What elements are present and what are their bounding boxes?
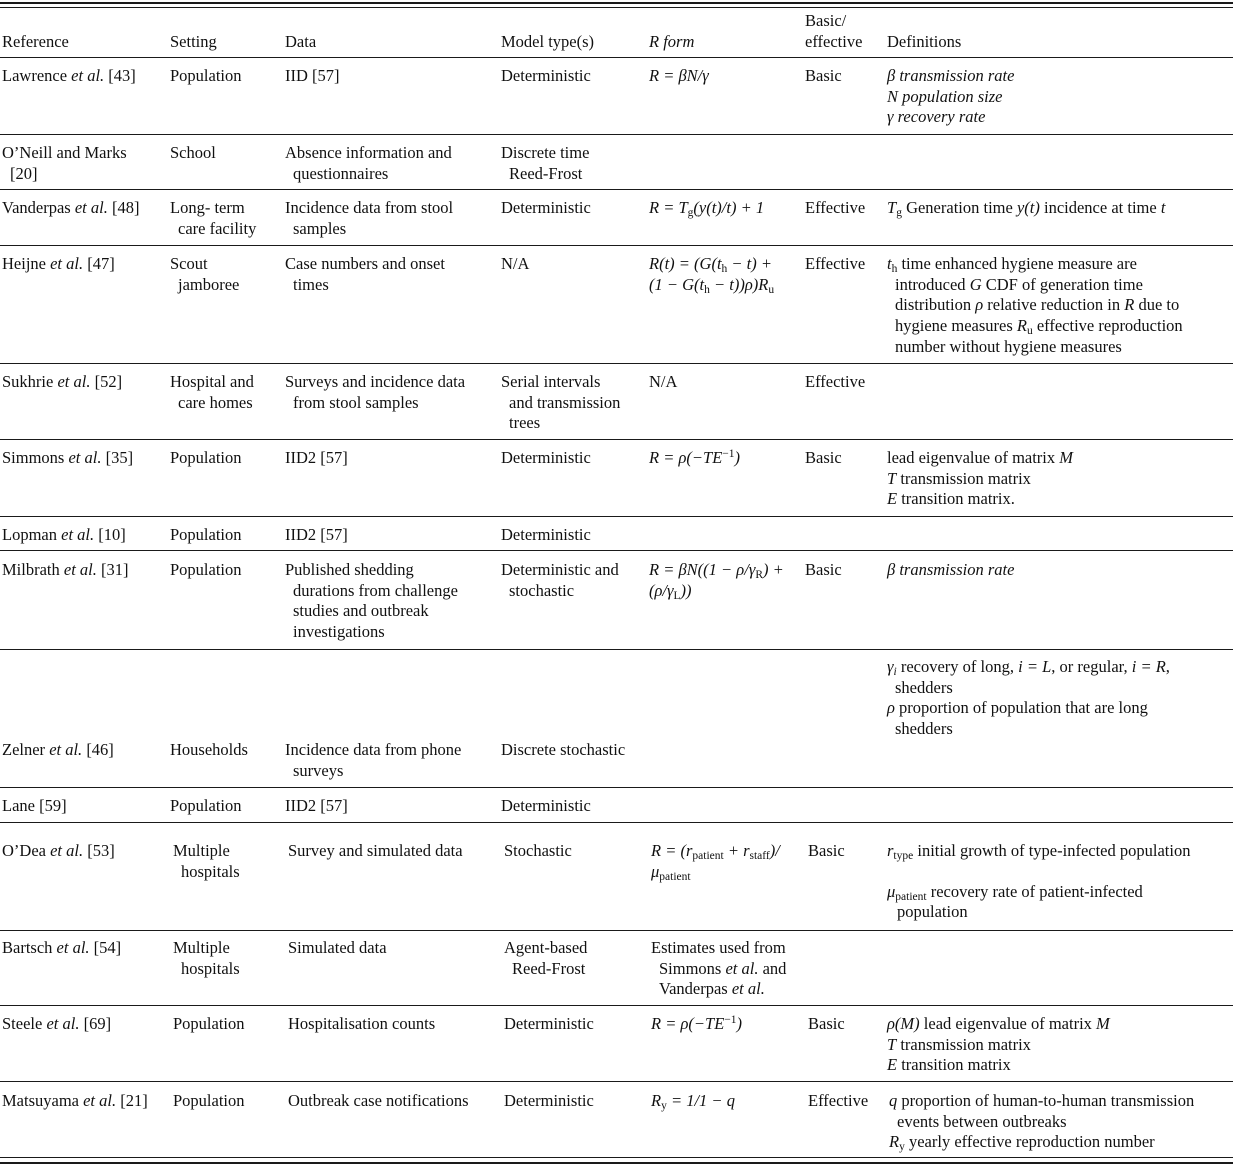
row-2-setting: Long- term care facility <box>170 198 257 238</box>
row-1-data: Absence information and questionnaires <box>285 143 452 183</box>
row-0-reference: Lawrence et al. [43] <box>2 66 136 85</box>
row-2-basic: Effective <box>805 198 866 217</box>
row-11-reference: Bartsch et al. [54] <box>2 938 122 957</box>
row-6-reference: Lopman et al. [10] <box>2 525 126 544</box>
row-11-rform: Estimates used from Simmons et al. and Vanderpas et al. <box>651 938 787 999</box>
row-5-definitions: lead eigenvalue of matrix M T transmission matrix E transition matrix. <box>887 448 1074 509</box>
row-3-reference: Heijne et al. [47] <box>2 254 115 273</box>
row-6-setting: Population <box>170 525 242 544</box>
header-r-form: R form <box>649 32 695 51</box>
row-3-basic: Effective <box>805 254 866 273</box>
row-4-rule <box>0 439 1233 440</box>
row-3-rform: $R(t) = (G(t_h - t)$ + $(1 - G(t_h - t))\rho)R_u$ <box>649 254 775 296</box>
row-10-data: Survey and simulated data <box>288 841 463 860</box>
row-2-model: Deterministic <box>501 198 591 217</box>
row-12-definitions: ρ(M) lead eigenvalue of matrix M T transmission matrix E transition matrix <box>887 1014 1110 1075</box>
row-7-basic: Basic <box>805 560 842 579</box>
row-10-rform: $R = (r_{patient} + r_{staff})/$ $\mu_{patient}$ <box>651 841 780 883</box>
row-12-setting: Population <box>173 1014 245 1033</box>
row-13-definitions: q proportion of human-to-human transmission events between outbreaks $R_y$ yearly effective reproduction number <box>889 1091 1195 1154</box>
row-2-reference: Vanderpas et al. [48] <box>2 198 140 217</box>
row-6-data: IID2 [57] <box>285 525 348 544</box>
row-8-data: Incidence data from phone surveys <box>285 740 462 780</box>
row-2-rule <box>0 245 1233 246</box>
row-13-reference: Matsuyama et al. [21] <box>2 1091 148 1110</box>
row-5-reference: Simmons et al. [35] <box>2 448 134 467</box>
row-5-data: IID2 [57] <box>285 448 348 467</box>
row-7-rule <box>0 649 1233 650</box>
row-2-data: Incidence data from stool samples <box>285 198 454 238</box>
row-13-setting: Population <box>173 1091 245 1110</box>
table-bottom-rule <box>0 1162 1233 1164</box>
row-13-data: Outbreak case notifications <box>288 1091 469 1110</box>
row-3-definitions: $t_h$ time enhanced hygiene measure are introduced G CDF of generation time distribution ρ relative reduction in R due to hygiene measures $R_u$ effective reproduction number without hygiene measures <box>887 254 1183 356</box>
table-top-rule-inner <box>0 7 1233 8</box>
row-0-basic: Basic <box>805 66 842 85</box>
row-0-definitions: β transmission rate N population size γ recovery rate <box>887 66 1015 127</box>
row-9-reference: Lane [59] <box>2 796 67 815</box>
row-7-data: Published shedding durations from challenge studies and outbreak investigations <box>285 560 458 642</box>
row-12-data: Hospitalisation counts <box>288 1014 436 1033</box>
row-13-basic: Effective <box>808 1091 869 1110</box>
row-10-rule <box>0 930 1233 931</box>
row-6-rule <box>0 550 1233 551</box>
header-definitions: Definitions <box>887 32 962 51</box>
row-4-setting: Hospital and care homes <box>170 372 254 412</box>
row-8-model: Discrete stochastic <box>501 740 626 759</box>
row-7-reference: Milbrath et al. [31] <box>2 560 129 579</box>
row-1-setting: School <box>170 143 216 162</box>
row-8-definitions: $\gamma_i$ recovery of long, i = L, or regular, i = R, shedders ρ proportion of population that are long shedders <box>887 657 1170 739</box>
table-bottom-rule-inner <box>0 1157 1233 1158</box>
row-2-definitions: $T_g$ Generation time y(t) incidence at time t <box>887 198 1166 219</box>
row-5-model: Deterministic <box>501 448 591 467</box>
row-5-rform: $R = \rho(-TE^{-1})$ <box>649 448 741 467</box>
row-3-rule <box>0 363 1233 364</box>
row-2-rform: $R = T_g(y(t)/t) + 1$ <box>649 198 765 219</box>
row-12-rform: $R = \rho(-TE^{-1})$ <box>651 1014 743 1033</box>
row-3-model: N/A <box>501 254 530 273</box>
row-5-basic: Basic <box>805 448 842 467</box>
row-10-setting: Multiple hospitals <box>173 841 240 881</box>
row-1-rule <box>0 189 1233 190</box>
row-9-data: IID2 [57] <box>285 796 348 815</box>
row-10-model: Stochastic <box>504 841 572 860</box>
row-9-rule <box>0 822 1233 823</box>
row-3-data: Case numbers and onset times <box>285 254 445 294</box>
row-10-basic: Basic <box>808 841 845 860</box>
row-1-reference: O’Neill and Marks [20] <box>2 143 127 183</box>
row-11-setting: Multiple hospitals <box>173 938 240 978</box>
row-11-data: Simulated data <box>288 938 387 957</box>
row-4-data: Surveys and incidence data from stool samples <box>285 372 466 412</box>
row-8-rule <box>0 787 1233 788</box>
table-top-rule <box>0 2 1233 4</box>
row-9-model: Deterministic <box>501 796 591 815</box>
row-10-definitions: $r_{type}$ initial growth of type-infected population $\mu_{patient}$ recovery rate of patient-infected population <box>887 841 1191 922</box>
row-10-reference: O’Dea et al. [53] <box>2 841 115 860</box>
row-12-rule <box>0 1081 1233 1082</box>
row-11-rule <box>0 1005 1233 1006</box>
row-8-reference: Zelner et al. [46] <box>2 740 114 759</box>
row-8-setting: Households <box>170 740 248 759</box>
row-4-model: Serial intervals and transmission trees <box>501 372 621 433</box>
header-reference: Reference <box>2 32 69 51</box>
row-5-setting: Population <box>170 448 242 467</box>
row-13-model: Deterministic <box>504 1091 594 1110</box>
header-model-type: Model type(s) <box>501 32 595 51</box>
row-12-basic: Basic <box>808 1014 845 1033</box>
row-0-rule <box>0 134 1233 135</box>
row-4-reference: Sukhrie et al. [52] <box>2 372 123 391</box>
row-0-model: Deterministic <box>501 66 591 85</box>
row-4-basic: Effective <box>805 372 866 391</box>
row-12-model: Deterministic <box>504 1014 594 1033</box>
row-0-rform: R = βN/γ <box>649 66 709 85</box>
row-7-rform: $R = \beta N((1 - \rho/\gamma_R)$ + $(\rho/\gamma_L)$) <box>649 560 784 602</box>
row-6-model: Deterministic <box>501 525 591 544</box>
row-4-rform: N/A <box>649 372 678 391</box>
row-5-rule <box>0 516 1233 517</box>
header-basic-effective: Basic/ effective <box>805 11 863 51</box>
header-data: Data <box>285 32 317 51</box>
row-0-data: IID [57] <box>285 66 340 85</box>
row-11-model: Agent-based Reed-Frost <box>504 938 588 978</box>
header-rule <box>0 57 1233 58</box>
row-7-setting: Population <box>170 560 242 579</box>
row-3-setting: Scout jamboree <box>170 254 240 294</box>
row-9-setting: Population <box>170 796 242 815</box>
row-1-model: Discrete time Reed-Frost <box>501 143 590 183</box>
header-setting: Setting <box>170 32 217 51</box>
row-7-model: Deterministic and stochastic <box>501 560 619 600</box>
row-7-definitions: β transmission rate <box>887 560 1015 579</box>
row-0-setting: Population <box>170 66 242 85</box>
row-13-rform: $R_y = 1/1 - q$ <box>651 1091 735 1112</box>
row-12-reference: Steele et al. [69] <box>2 1014 112 1033</box>
